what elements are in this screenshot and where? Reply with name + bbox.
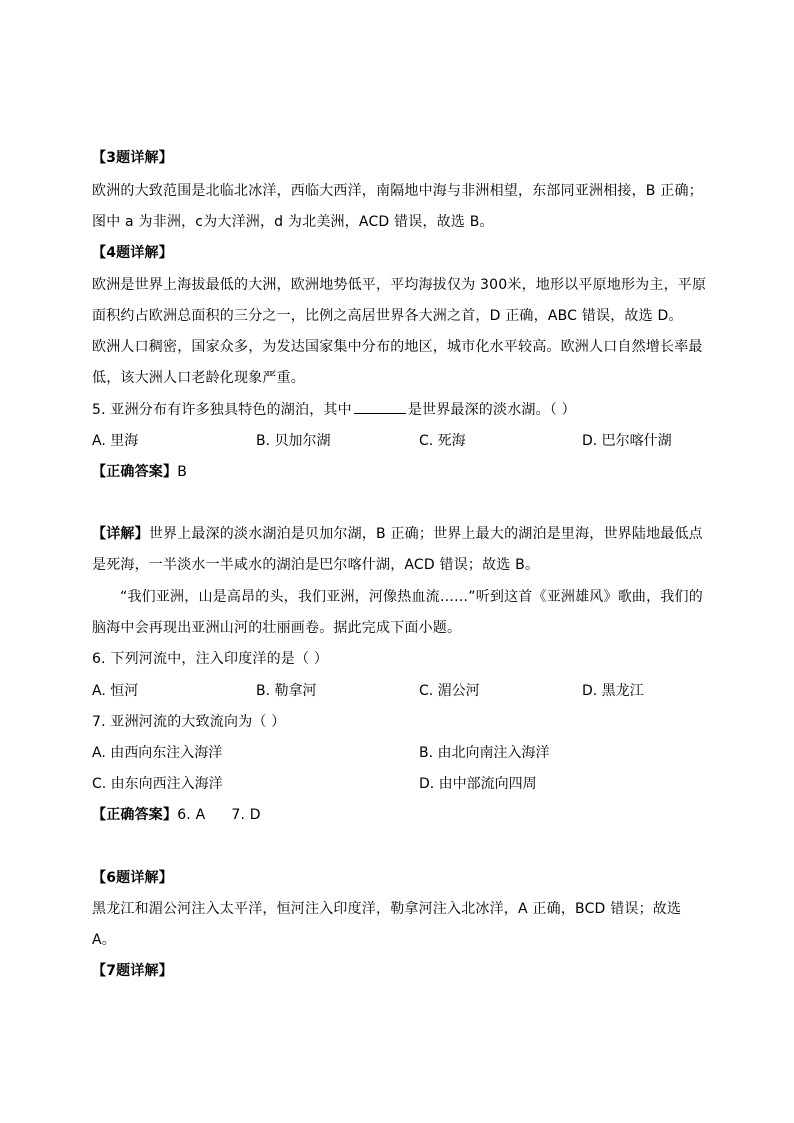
answer-7-value: 7. D [231, 807, 261, 823]
q7-option-c: C. 由东向西注入海洋 [92, 776, 223, 792]
q5-detail-text-1: 世界上最深的淡水湖泊是贝加尔湖，B 正确；世界上最大的湖泊是里海，世界陆地最低点 [148, 526, 703, 542]
q5-stem-before: 5. 亚洲分布有许多独具特色的湖泊，其中 [92, 402, 352, 418]
q5-option-d: D. 巴尔喀什湖 [582, 433, 672, 449]
q6-option-c: C. 湄公河 [419, 683, 480, 699]
answers-6-7-label: 【正确答案】 [92, 807, 178, 823]
q6-detail-line-2: A。 [92, 932, 116, 948]
q5-detail-line-1 [92, 524, 703, 544]
q6-option-a: A. 恒河 [92, 683, 139, 699]
q4-detail-heading: 【4题详解】 [92, 245, 173, 261]
q5-answer-blank [354, 399, 406, 414]
q6-detail-line-1: 黑龙江和湄公河注入太平洋，恒河注入印度洋，勒拿河注入北冰洋，A 正确，BCD 错误；故选 [92, 901, 682, 917]
q5-option-a: A. 里海 [92, 433, 139, 449]
q5-answer-label: 【正确答案】 [92, 464, 178, 480]
q5-answer-value: B [177, 464, 188, 480]
q7-option-b: B. 由北向南注入海洋 [419, 745, 550, 761]
q3-detail-line-2: 图中 a 为非洲，c为大洋洲，d 为北美洲，ACD 错误，故选 B。 [92, 214, 494, 230]
passage-line-2: 脑海中会再现出亚洲山河的壮丽画卷。据此完成下面小题。 [92, 620, 462, 636]
q4-detail-line-1: 欧洲是世界上海拔最低的大洲，欧洲地势低平，平均海拔仅为 300米，地形以平原地形为主，平原 [92, 277, 707, 293]
q3-detail-heading: 【3题详解】 [92, 150, 173, 166]
q5-detail-label: 【详解】 [92, 526, 149, 542]
q3-detail-line-1: 欧洲的大致范围是北临北冰洋，西临大西洋，南隔地中海与非洲相望，东部同亚洲相接，B 正确； [92, 183, 703, 199]
q5-option-c: C. 死海 [419, 433, 466, 449]
q4-detail-line-3: 欧洲人口稠密，国家众多，为发达国家集中分布的地区，城市化水平较高。欧洲人口自然增长率最 [92, 339, 703, 355]
answer-6-value: 6. A [177, 807, 206, 823]
q5-detail-line-2: 是死海，一半淡水一半咸水的湖泊是巴尔喀什湖，ACD 错误；故选 B。 [92, 557, 540, 573]
q7-stem: 7. 亚洲河流的大致流向为（ ） [92, 714, 286, 730]
q6-option-b: B. 勒拿河 [256, 683, 317, 699]
q4-detail-line-4: 低，该大洲人口老龄化现象严重。 [92, 370, 305, 386]
q4-detail-line-2: 面积约占欧洲总面积的三分之一，比例之高居世界各大洲之首，D 正确，ABC 错误，故选 D。 [92, 308, 683, 324]
q7-detail-heading: 【7题详解】 [92, 963, 173, 979]
q5-stem-after: 是世界最深的淡水湖。（ ） [407, 402, 576, 418]
q6-option-d: D. 黑龙江 [582, 683, 644, 699]
q6-detail-heading: 【6题详解】 [92, 870, 173, 886]
q7-option-a: A. 由西向东注入海洋 [92, 745, 223, 761]
passage-line-1: “我们亚洲，山是高昂的头，我们亚洲，河像热血流……”听到这首《亚洲雄风》歌曲，我们的 [120, 589, 703, 605]
q5-option-b: B. 贝加尔湖 [256, 433, 331, 449]
q5-stem [92, 399, 576, 420]
answers-6-7 [92, 805, 261, 825]
q7-option-d: D. 由中部流向四周 [419, 776, 537, 792]
q6-stem: 6. 下列河流中，注入印度洋的是（ ） [92, 651, 329, 667]
q5-answer [92, 462, 187, 482]
